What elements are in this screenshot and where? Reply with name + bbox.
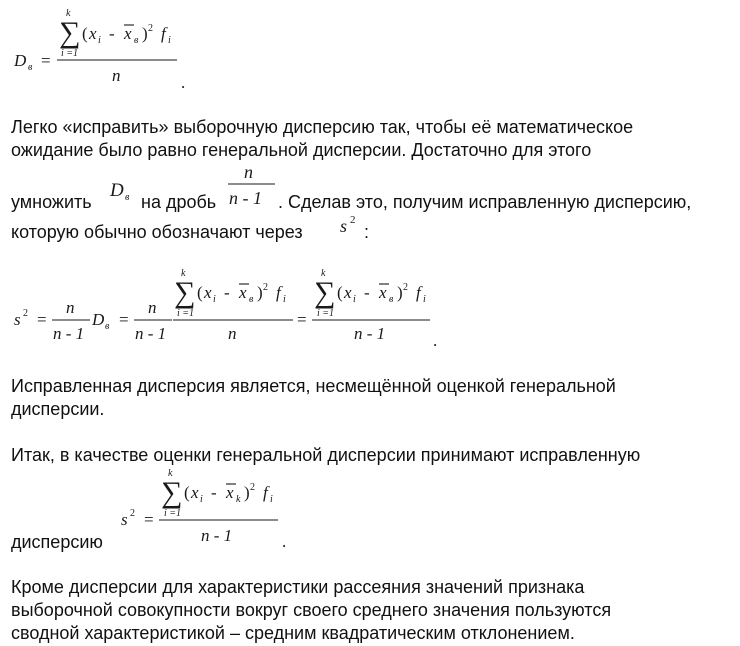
formula-subscript: в: [125, 192, 130, 203]
paragraph-line: Легко «исправить» выборочную дисперсию так, чтобы её математическое: [11, 117, 634, 137]
formula-paren: ): [142, 24, 148, 43]
formula-sum-lower: i =1: [164, 508, 182, 519]
formula-subscript: i: [168, 35, 171, 46]
formula-denominator: n: [112, 66, 121, 85]
formula-exponent: 2: [148, 23, 153, 34]
formula-symbol: f: [416, 283, 421, 302]
formula-sum-sign: ∑: [314, 276, 336, 309]
formula-symbol: f: [263, 483, 268, 502]
formula-symbol: x: [379, 283, 387, 302]
formula-paren: ): [397, 283, 403, 302]
formula-paren: ): [244, 483, 250, 502]
formula-symbol: f: [276, 283, 281, 302]
formula-sum-upper: k: [181, 268, 186, 279]
formula-symbol: D: [92, 310, 105, 329]
formula-sum-sign: ∑: [59, 16, 81, 49]
paragraph-line: ожидание было равно генеральной дисперсии. Достаточно для этого: [11, 140, 592, 160]
formula-equals: =: [37, 310, 47, 329]
formula-denominator: n - 1: [229, 188, 262, 208]
formula-exponent: 2: [403, 282, 408, 293]
formula-symbol: x: [344, 283, 352, 302]
formula-subscript: i: [98, 35, 101, 46]
paragraph-line: дисперсии.: [11, 399, 105, 419]
formula-paren: (: [337, 283, 343, 302]
formula-minus: -: [224, 283, 230, 302]
formula-equals: =: [297, 310, 307, 329]
formula-denominator: n - 1: [135, 324, 167, 343]
formula-paren: (: [184, 483, 190, 502]
formula-subscript: в: [105, 321, 110, 332]
formula-subscript: i: [200, 494, 203, 505]
formula-symbol: x: [226, 483, 234, 502]
formula-denominator: n - 1: [354, 324, 386, 343]
formula-subscript: i: [353, 294, 356, 305]
paragraph-text: . Сделав это, получим исправленную дисперсию,: [278, 192, 692, 212]
formula-equals: =: [41, 51, 51, 70]
formula-denominator: n - 1: [53, 324, 85, 343]
formula-sum-sign: ∑: [161, 476, 183, 509]
formula-period: .: [433, 331, 438, 350]
formula-sum-upper: k: [168, 468, 173, 479]
formula-symbol: x: [239, 283, 247, 302]
formula-subscript: в: [134, 35, 139, 46]
paragraph-line: которую обычно обозначают через: [11, 222, 303, 242]
formula-symbol: s: [121, 510, 128, 529]
formula-subscript: i: [213, 294, 216, 305]
formula-subscript: в: [249, 294, 254, 305]
formula-exponent: 2: [350, 214, 356, 226]
formula-sum-sign: ∑: [174, 276, 196, 309]
formula-numerator: n: [148, 298, 157, 317]
formula-equals: =: [144, 510, 154, 529]
formula-symbol: s: [340, 216, 348, 236]
formula-symbol: D: [14, 51, 27, 70]
formula-exponent: 2: [23, 308, 28, 319]
formula-subscript: k: [236, 494, 241, 505]
formula-minus: -: [211, 483, 217, 502]
formula-exponent: 2: [250, 482, 255, 493]
formula-sum-upper: k: [66, 8, 71, 19]
formula-period: .: [282, 532, 287, 551]
formula-numerator: n: [244, 162, 253, 182]
formula-symbol: x: [124, 24, 132, 43]
formula-period: .: [181, 73, 186, 92]
formula-minus: -: [109, 24, 115, 43]
formula-symbol: s: [14, 310, 21, 329]
formula-paren: ): [257, 283, 263, 302]
formula-subscript: i: [423, 294, 426, 305]
formula-symbol: x: [191, 483, 199, 502]
paragraph-text: на дробь: [141, 192, 217, 212]
paragraph-line: выборочной совокупности вокруг своего среднего значения пользуются: [11, 600, 612, 620]
formula-equals: =: [119, 310, 129, 329]
paragraph-line: дисперсию: [11, 532, 103, 552]
formula-subscript: в: [28, 62, 33, 73]
formula-paren: (: [82, 24, 88, 43]
paragraph-line: Исправленная дисперсия является, несмещённой оценкой генеральной: [11, 376, 616, 396]
paragraph-line: сводной характеристикой – средним квадратическим отклонением.: [11, 623, 575, 643]
formula-numerator: n: [66, 298, 75, 317]
formula-sum-lower: i =1: [61, 48, 79, 59]
formula-subscript: i: [270, 494, 273, 505]
formula-sum-upper: k: [321, 268, 326, 279]
formula-sum-lower: i =1: [177, 308, 195, 319]
formula-symbol: D: [110, 180, 124, 201]
formula-minus: -: [364, 283, 370, 302]
formula-sum-lower: i =1: [317, 308, 335, 319]
formula-paren: (: [197, 283, 203, 302]
formula-denominator: n - 1: [201, 526, 233, 545]
formula-symbol: f: [161, 24, 166, 43]
formula-subscript: в: [389, 294, 394, 305]
paragraph-text: :: [364, 222, 370, 242]
formula-subscript: i: [283, 294, 286, 305]
formula-exponent: 2: [130, 508, 135, 519]
paragraph-line: Кроме дисперсии для характеристики рассеяния значений признака: [11, 577, 585, 597]
paragraph-line: умножить: [11, 192, 92, 212]
formula-denominator: n: [228, 324, 237, 343]
paragraph-line: Итак, в качестве оценки генеральной дисперсии принимают исправленную: [11, 445, 641, 465]
formula-symbol: x: [89, 24, 97, 43]
formula-symbol: x: [204, 283, 212, 302]
formula-exponent: 2: [263, 282, 268, 293]
